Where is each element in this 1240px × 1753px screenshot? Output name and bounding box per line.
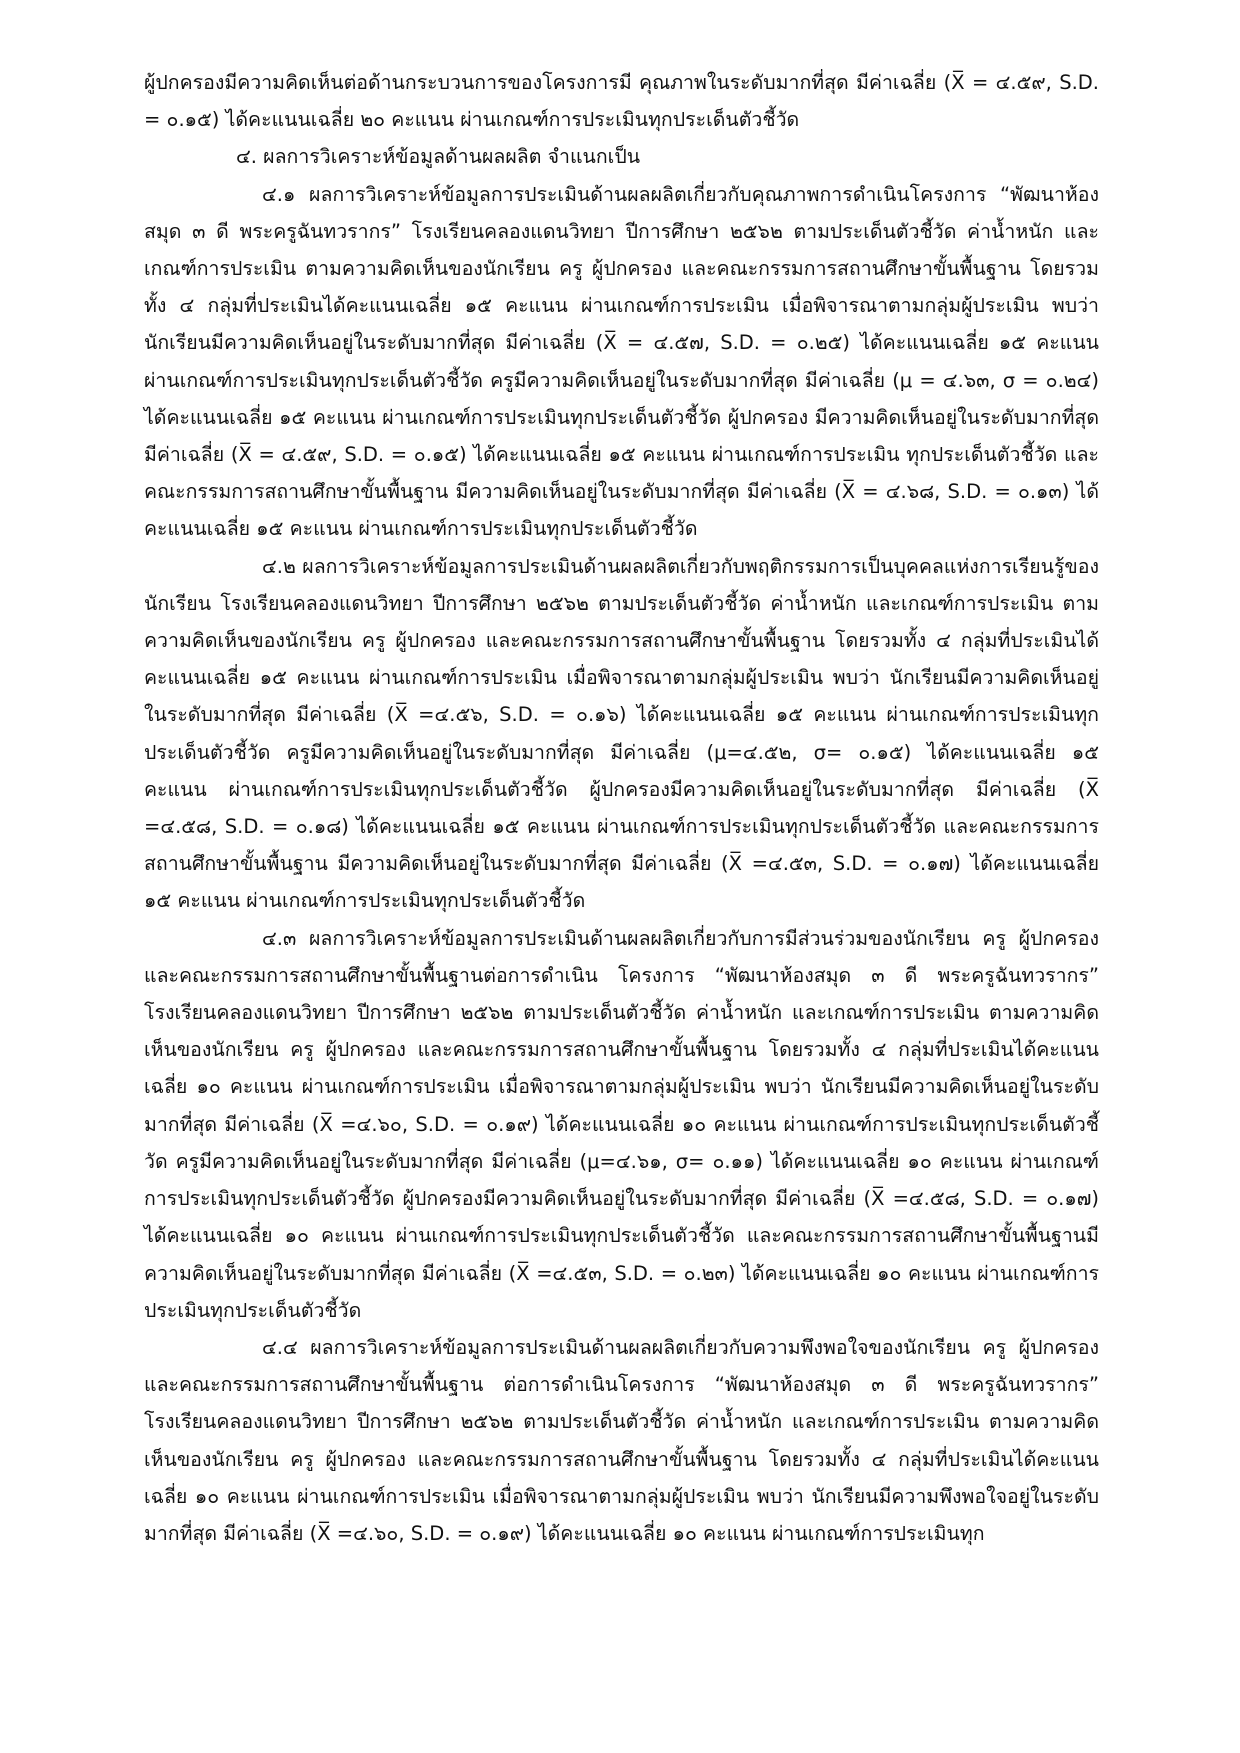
heading-output-analysis: ๔. ผลการวิเคราะห์ข้อมูลด้านผลผลิต จำแนกเป็น xyxy=(236,145,641,169)
body-text xyxy=(144,64,1099,1552)
paragraph-4-4: ๔.๔ ผลการวิเคราะห์ข้อมูลการประเมินด้านผลผลิตเกี่ยวกับความพึงพอใจของนักเรียน ครู ผู้ปกครอง และคณะกรรมการสถานศึกษาขั้นพื้นฐาน ต่อการดำเนินโครงการ “พัฒนาห้องสมุด ๓ ดี พระครูฉันทวรากร” โรงเรียนคลองแดนวิทยา ปีการศึกษา ๒๕๖๒ ตามประเด็นตัวชี้วัด ค่าน้ำหนัก และเกณฑ์การประเมิน ตามความคิดเห็นของนักเรียน ครู ผู้ปกครอง และคณะกรรมการสถานศึกษาขั้นพื้นฐาน โดยรวมทั้ง ๔ กลุ่มที่ประเมินได้คะแนนเฉลี่ย ๑๐ คะแนน ผ่านเกณฑ์การประเมิน เมื่อพิจารณาตามกลุ่มผู้ประเมิน พบว่า นักเรียนมีความพึงพอใจอยู่ในระดับมากที่สุด มีค่าเฉลี่ย (X̅ =๔.๖๐, S.D. = ๐.๑๙) ได้คะแนนเฉลี่ย ๑๐ คะแนน ผ่านเกณฑ์การประเมินทุก xyxy=(144,1335,1099,1545)
paragraph-4-2: ๔.๒ ผลการวิเคราะห์ข้อมูลการประเมินด้านผลผลิตเกี่ยวกับพฤติกรรมการเป็นบุคคลแห่งการเรียนรู้ของนักเรียน โรงเรียนคลองแดนวิทยา ปีการศึกษา ๒๕๖๒ ตามประเด็นตัวชี้วัด ค่าน้ำหนัก และเกณฑ์การประเมิน ตามความคิดเห็นของนักเรียน ครู ผู้ปกครอง และคณะกรรมการสถานศึกษาขั้นพื้นฐาน โดยรวมทั้ง ๔ กลุ่มที่ประเมินได้คะแนนเฉลี่ย ๑๕ คะแนน ผ่านเกณฑ์การประเมิน เมื่อพิจารณาตามกลุ่มผู้ประเมิน พบว่า นักเรียนมีความคิดเห็นอยู่ในระดับมากที่สุด มีค่าเฉลี่ย (X̅ =๔.๕๖, S.D. = ๐.๑๖) ได้คะแนนเฉลี่ย ๑๕ คะแนน ผ่านเกณฑ์การประเมินทุกประเด็นตัวชี้วัด ครูมีความคิดเห็นอยู่ในระดับมากที่สุด มีค่าเฉลี่ย (μ=๔.๕๒, σ= ๐.๑๕) ได้คะแนนเฉลี่ย ๑๕ คะแนน ผ่านเกณฑ์การประเมินทุกประเด็นตัวชี้วัด ผู้ปกครองมีความคิดเห็นอยู่ในระดับมากที่สุด มีค่าเฉลี่ย (X̅ =๔.๕๘, S.D. = ๐.๑๘) ได้คะแนนเฉลี่ย ๑๕ คะแนน ผ่านเกณฑ์การประเมินทุกประเด็นตัวชี้วัด และคณะกรรมการสถานศึกษาขั้นพื้นฐาน มีความคิดเห็นอยู่ในระดับมากที่สุด มีค่าเฉลี่ย (X̅ =๔.๕๓, S.D. = ๐.๑๗) ได้คะแนนเฉลี่ย ๑๕ คะแนน ผ่านเกณฑ์การประเมินทุกประเด็นตัวชี้วัด xyxy=(144,554,1099,913)
paragraph-4-1: ๔.๑ ผลการวิเคราะห์ข้อมูลการประเมินด้านผลผลิตเกี่ยวกับคุณภาพการดำเนินโครงการ “พัฒนาห้องสมุด ๓ ดี พระครูฉันทวรากร” โรงเรียนคลองแดนวิทยา ปีการศึกษา ๒๕๖๒ ตามประเด็นตัวชี้วัด ค่าน้ำหนัก และเกณฑ์การประเมิน ตามความคิดเห็นของนักเรียน ครู ผู้ปกครอง และคณะกรรมการสถานศึกษาขั้นพื้นฐาน โดยรวมทั้ง ๔ กลุ่มที่ประเมินได้คะแนนเฉลี่ย ๑๕ คะแนน ผ่านเกณฑ์การประเมิน เมื่อพิจารณาตามกลุ่มผู้ประเมิน พบว่า นักเรียนมีความคิดเห็นอยู่ในระดับมากที่สุด มีค่าเฉลี่ย (X̅ = ๔.๕๗, S.D. = ๐.๒๕) ได้คะแนนเฉลี่ย ๑๕ คะแนน ผ่านเกณฑ์การประเมินทุกประเด็นตัวชี้วัด ครูมีความคิดเห็นอยู่ในระดับมากที่สุด มีค่าเฉลี่ย (μ = ๔.๖๓, σ = ๐.๒๔) ได้คะแนนเฉลี่ย ๑๕ คะแนน ผ่านเกณฑ์การประเมินทุกประเด็นตัวชี้วัด ผู้ปกครอง มีความคิดเห็นอยู่ในระดับมากที่สุด มีค่าเฉลี่ย (X̅ = ๔.๕๙, S.D. = ๐.๑๕) ได้คะแนนเฉลี่ย ๑๕ คะแนน ผ่านเกณฑ์การประเมิน ทุกประเด็นตัวชี้วัด และคณะกรรมการสถานศึกษาขั้นพื้นฐาน มีความคิดเห็นอยู่ในระดับมากที่สุด มีค่าเฉลี่ย (X̅ = ๔.๖๘, S.D. = ๐.๑๓) ได้คะแนนเฉลี่ย ๑๕ คะแนน ผ่านเกณฑ์การประเมินทุกประเด็นตัวชี้วัด xyxy=(144,182,1099,541)
paragraph-process-summary: ผู้ปกครองมีความคิดเห็นต่อด้านกระบวนการของโครงการมี คุณภาพในระดับมากที่สุด มีค่าเฉลี่ย (X̅ = ๔.๕๙, S.D. = ๐.๑๕) ได้คะแนนเฉลี่ย ๒๐ คะแนน ผ่านเกณฑ์การประเมินทุกประเด็นตัวชี้วัด xyxy=(144,71,1099,132)
paragraph-4-3: ๔.๓ ผลการวิเคราะห์ข้อมูลการประเมินด้านผลผลิตเกี่ยวกับการมีส่วนร่วมของนักเรียน ครู ผู้ปกครอง และคณะกรรมการสถานศึกษาขั้นพื้นฐานต่อการดำเนิน โครงการ “พัฒนาห้องสมุด ๓ ดี พระครูฉันทวรากร” โรงเรียนคลองแดนวิทยา ปีการศึกษา ๒๕๖๒ ตามประเด็นตัวชี้วัด ค่าน้ำหนัก และเกณฑ์การประเมิน ตามความคิดเห็นของนักเรียน ครู ผู้ปกครอง และคณะกรรมการสถานศึกษาขั้นพื้นฐาน โดยรวมทั้ง ๔ กลุ่มที่ประเมินได้คะแนนเฉลี่ย ๑๐ คะแนน ผ่านเกณฑ์การประเมิน เมื่อพิจารณาตามกลุ่มผู้ประเมิน พบว่า นักเรียนมีความคิดเห็นอยู่ในระดับมากที่สุด มีค่าเฉลี่ย (X̅ =๔.๖๐, S.D. = ๐.๑๙) ได้คะแนนเฉลี่ย ๑๐ คะแนน ผ่านเกณฑ์การประเมินทุกประเด็นตัวชี้วัด ครูมีความคิดเห็นอยู่ในระดับมากที่สุด มีค่าเฉลี่ย (μ=๔.๖๑, σ= ๐.๑๑) ได้คะแนนเฉลี่ย ๑๐ คะแนน ผ่านเกณฑ์การประเมินทุกประเด็นตัวชี้วัด ผู้ปกครองมีความคิดเห็นอยู่ในระดับมากที่สุด มีค่าเฉลี่ย (X̅ =๔.๕๘, S.D. = ๐.๑๗) ได้คะแนนเฉลี่ย ๑๐ คะแนน ผ่านเกณฑ์การประเมินทุกประเด็นตัวชี้วัด และคณะกรรมการสถานศึกษาขั้นพื้นฐานมีความคิดเห็นอยู่ในระดับมากที่สุด มีค่าเฉลี่ย (X̅ =๔.๕๓, S.D. = ๐.๒๓) ได้คะแนนเฉลี่ย ๑๐ คะแนน ผ่านเกณฑ์การประเมินทุกประเด็นตัวชี้วัด xyxy=(144,926,1099,1322)
